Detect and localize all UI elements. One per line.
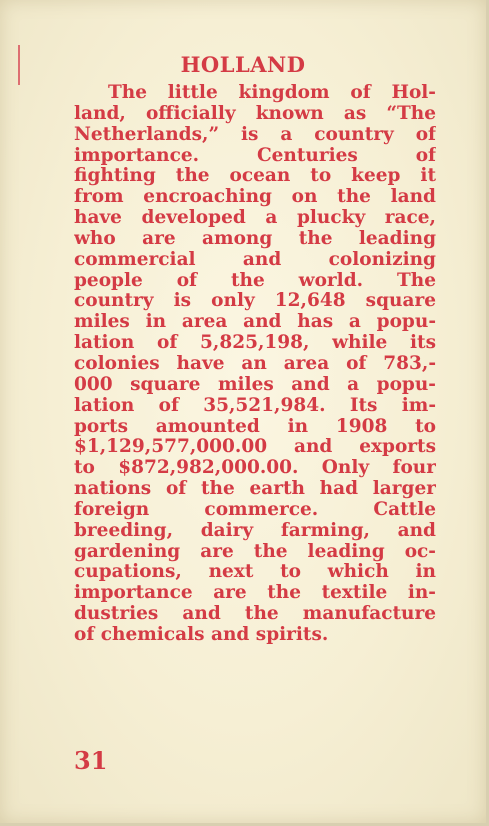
text-line: $1,129,577,000.00 and exports: [74, 437, 436, 458]
text-line: breeding, dairy farming, and: [74, 520, 436, 541]
text-line: lation of 35,521,984. Its im-: [74, 395, 436, 416]
card-title: HOLLAND: [180, 52, 306, 77]
text-line: people of the world. The: [74, 270, 436, 291]
text-line: gardening are the leading oc-: [74, 541, 436, 562]
text-line: country is only 12,648 square: [74, 291, 436, 312]
text-line: to $872,982,000.00. Only four: [74, 458, 436, 479]
text-line: from encroaching on the land: [74, 187, 436, 208]
text-line: cupations, next to which in: [74, 562, 436, 583]
text-line: commercial and colonizing: [74, 249, 436, 270]
text-line: ports amounted in 1908 to: [74, 416, 436, 437]
text-line: Netherlands,” is a country of: [74, 124, 436, 145]
text-line: lation of 5,825,198, while its: [74, 333, 436, 354]
text-line: The little kingdom of Hol-: [108, 83, 436, 103]
text-line: 000 square miles and a popu-: [74, 374, 436, 395]
text-line: who are among the leading: [74, 228, 436, 249]
card-body-text: [74, 83, 436, 646]
text-line: colonies have an area of 783,-: [74, 353, 436, 374]
text-line: foreign commerce. Cattle: [74, 499, 436, 520]
text-line: importance are the textile in-: [74, 583, 436, 604]
text-line: land, officially known as “The: [74, 103, 436, 124]
page-number: 31: [74, 746, 108, 775]
text-line: nations of the earth had larger: [74, 479, 436, 500]
text-line: fighting the ocean to keep it: [74, 166, 436, 187]
text-line: importance. Centuries of: [74, 145, 436, 166]
text-line: of chemicals and spirits.: [74, 624, 329, 645]
text-line: dustries and the manufacture: [74, 604, 436, 625]
text-line: miles in area and has a popu-: [74, 312, 436, 333]
text-line: have developed a plucky race,: [74, 208, 436, 229]
